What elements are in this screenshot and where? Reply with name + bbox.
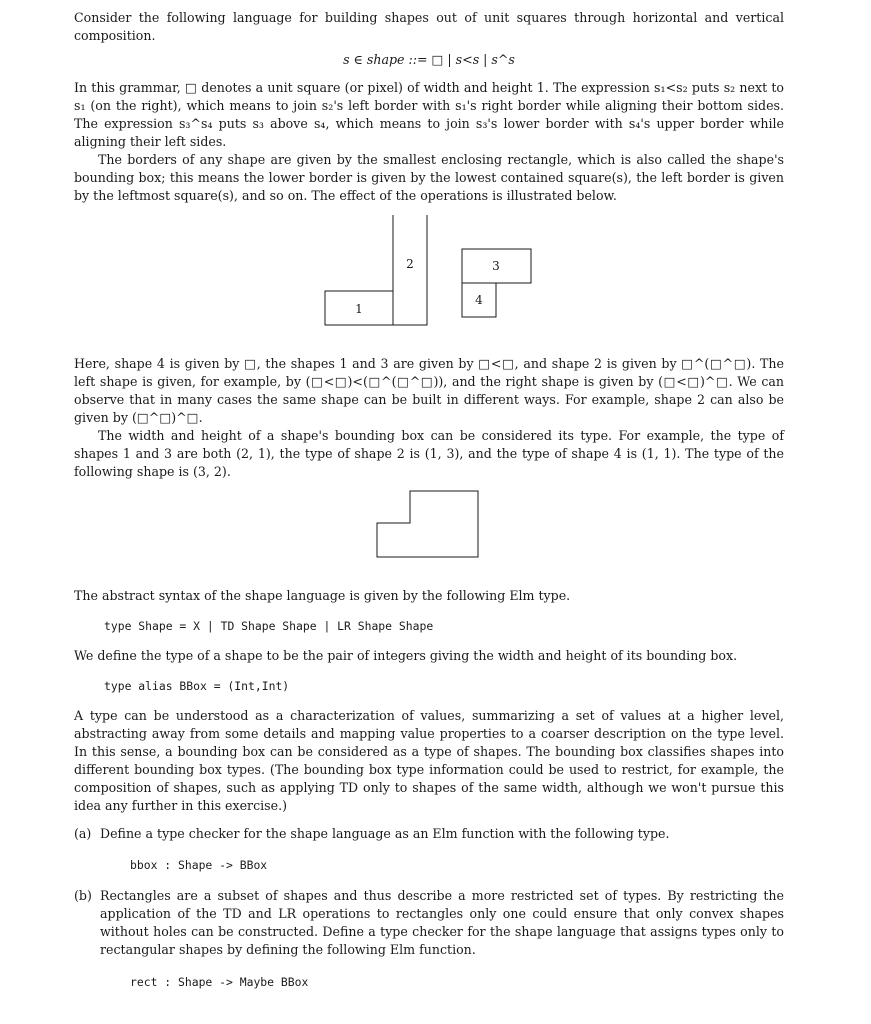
task-b-text: Rectangles are a subset of shapes and thus describe a more restricted set of types. By restricting the application of the TD and LR operations to rectangles only one could ensure that only convex shapes without holes can be constructed. Define a type checker for the shape language that assigns types only to rectangular shapes by defining the following Elm function. — [100, 888, 784, 957]
task-b — [74, 887, 784, 959]
shape-4-label: 4 — [475, 293, 483, 307]
type-paragraph: The width and height of a shape's bounding box can be considered its type. For example, the type of shapes 1 and 3 are both (2, 1), the type of shape 2 is (1, 3), and the type of shape 4 is (1, 1). The type of the following shape is (3, 2). — [74, 428, 784, 479]
bbox-definition-paragraph: We define the type of a shape to be the pair of integers giving the width and height of its bounding box. — [74, 648, 738, 663]
bbox-signature-code: bbox : Shape -> BBox — [130, 858, 268, 872]
abstract-syntax-paragraph: The abstract syntax of the shape language is given by the following Elm type. — [74, 588, 571, 603]
type-characterization-paragraph: A type can be understood as a characterization of values, summarizing a set of values at a higher level, abstracting away from some details and mapping value properties to a coarser description on the type level. In this sense, a bounding box can be considered as a type of shapes. The bounding box classifies shapes into different bounding box types. (The bounding box type information could be used to restrict, for example, the composition of shapes, such as applying TD only to shapes of the same width, although we won't pursue this idea any further in this exercise.) — [74, 708, 784, 813]
shape-3-label: 3 — [492, 259, 500, 273]
shape-1-label: 1 — [355, 302, 363, 316]
l-shape — [377, 491, 478, 557]
shape-2-label: 2 — [406, 257, 414, 271]
task-a — [74, 825, 784, 843]
composition-figure — [74, 215, 784, 341]
task-a-text: Define a type checker for the shape language as an Elm function with the following type. — [100, 826, 670, 841]
task-b-label: (b) — [74, 888, 92, 903]
task-a-label: (a) — [74, 826, 92, 841]
intro-paragraph: Consider the following language for building shapes out of unit squares through horizontal and vertical composition. — [74, 10, 784, 43]
grammar-rule: s ∈ shape ::= □ | s<s | s^s — [343, 52, 515, 67]
rect-signature-code: rect : Shape -> Maybe BBox — [130, 975, 309, 989]
bounding-box-paragraph: The borders of any shape are given by the smallest enclosing rectangle, which is also called the shape's bounding box; this means the lower border is given by the lowest contained square(s), the left border is given by the leftmost square(s), and so on. The effect of the operations is illustrated below. — [74, 152, 784, 203]
grammar-explanation: In this grammar, □ denotes a unit square (or pixel) of width and height 1. The expression s₁<s₂ puts s₂ next to s₁ (on the right), which means to join s₂'s left border with s₁'s right border while aligning their bottom sides. The expression s₃^s₄ puts s₃ above s₄, which means to join s₃'s lower border with s₄'s upper border while aligning their left sides. — [74, 80, 784, 149]
example-shape-figure — [74, 487, 784, 567]
shape-examples-paragraph: Here, shape 4 is given by □, the shapes 1 and 3 are given by □<□, and shape 2 is given by □^(□^□). The left shape is given, for example, by (□<□)<(□^(□^□)), and the right shape is given by (□<□)^□. We can observe that in many cases the same shape can be built in different ways. For example, shape 2 can also be given by (□^□)^□. — [74, 356, 784, 425]
bbox-type-code: type alias BBox = (Int,Int) — [104, 679, 290, 693]
shape-type-code: type Shape = X | TD Shape Shape | LR Shape Shape — [104, 619, 434, 633]
